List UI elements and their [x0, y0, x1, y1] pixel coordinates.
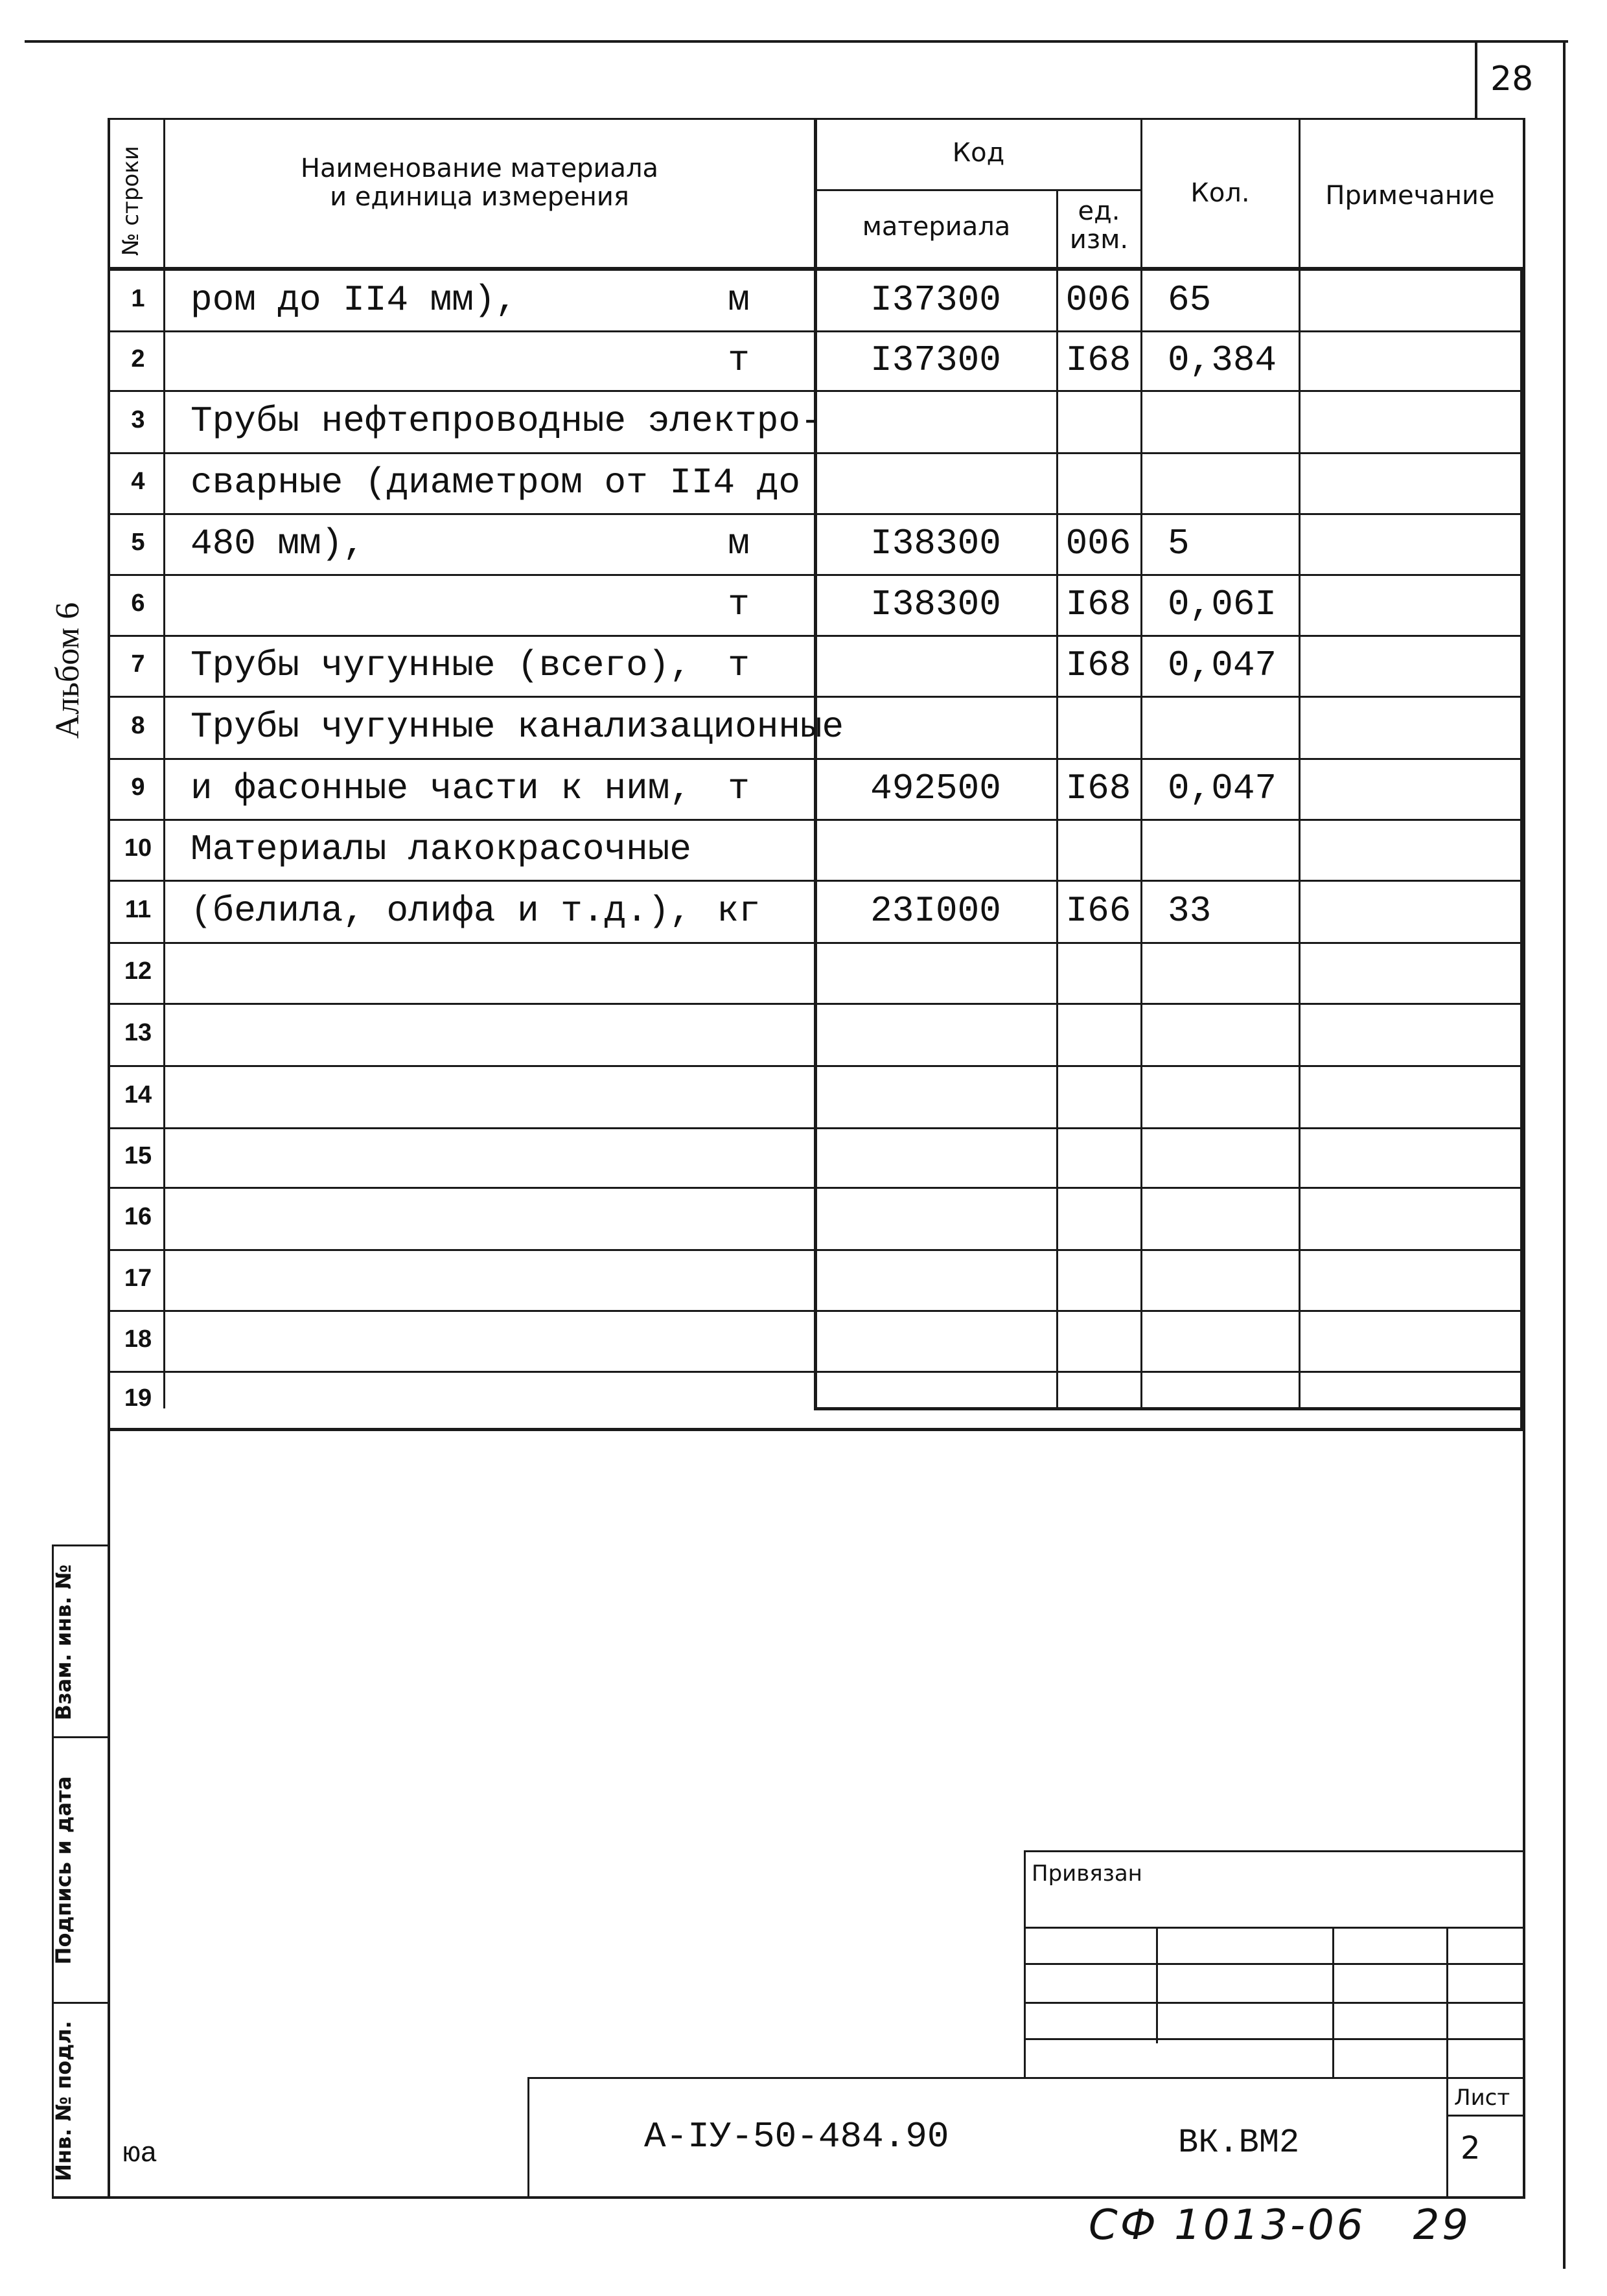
row-number: 2 — [131, 345, 145, 373]
row-separator — [108, 1371, 1523, 1373]
row-text: Трубы нефтепроводные электро- — [191, 400, 822, 442]
row-unit-code: 006 — [1065, 523, 1131, 564]
row-separator — [108, 696, 1523, 698]
row-number: 14 — [124, 1081, 152, 1108]
row-separator — [108, 880, 1523, 882]
tb-col-1 — [1156, 1927, 1158, 2043]
left-note: юа — [123, 2138, 157, 2170]
row-material-code: 23I000 — [870, 890, 1001, 932]
row-text: 480 мм), — [191, 523, 365, 564]
frame-bottom — [52, 2196, 1525, 2199]
row-quantity: 0,384 — [1168, 339, 1277, 381]
row-unit: м — [728, 523, 750, 564]
row-separator — [108, 758, 1523, 760]
page-number: 28 — [1490, 60, 1534, 98]
tb-row-3 — [1024, 2002, 1524, 2004]
row-separator — [108, 1127, 1523, 1129]
top-border — [25, 40, 1568, 43]
row-unit: м — [728, 279, 750, 321]
row-number: 6 — [131, 590, 145, 617]
row-unit: кг — [717, 890, 761, 932]
stamp-sep-2 — [52, 2002, 109, 2004]
row-unit-code: I68 — [1065, 768, 1131, 809]
tb-row-4 — [1024, 2038, 1524, 2040]
row-material-code: I37300 — [870, 279, 1001, 321]
row-number: 13 — [124, 1019, 152, 1046]
right-border — [1563, 40, 1566, 2269]
tb-list-sep — [1446, 2115, 1524, 2117]
row-separator — [108, 635, 1523, 637]
tb-col-2 — [1332, 1927, 1334, 2077]
row-unit-code: 006 — [1065, 279, 1131, 321]
stamp-top — [52, 1544, 109, 1546]
row-separator — [108, 513, 1523, 515]
row-quantity: 0,06I — [1168, 584, 1277, 625]
header-qty: Кол. — [1190, 178, 1250, 208]
row-separator — [108, 819, 1523, 821]
row-text: Трубы чугунные канализационные — [191, 706, 844, 748]
row-number: 5 — [131, 529, 145, 556]
row-unit: т — [728, 339, 750, 381]
row-material-code: 492500 — [870, 768, 1001, 809]
row-number: 4 — [131, 468, 145, 495]
stamp-inv: Инв. № подл. — [51, 2021, 76, 2181]
table-bottom — [108, 1428, 1525, 1431]
tb-privyazan-top — [1024, 1850, 1524, 1852]
rows-end — [814, 1407, 1524, 1410]
row-unit: т — [728, 768, 750, 809]
album-label: Альбом 6 — [49, 602, 86, 739]
doc-code: А-IУ-50-484.90 — [644, 2116, 949, 2157]
row-separator — [108, 1310, 1523, 1312]
footer-note: СФ 1013-06 29 — [1089, 2201, 1471, 2249]
row-number: 9 — [131, 774, 145, 801]
header-note: Примечание — [1325, 181, 1495, 211]
row-separator — [108, 452, 1523, 454]
row-separator — [108, 574, 1523, 576]
row-quantity: 5 — [1168, 523, 1190, 564]
row-number: 3 — [131, 406, 145, 433]
frame-left — [108, 118, 110, 2198]
row-quantity: 33 — [1168, 890, 1212, 932]
row-separator — [108, 1003, 1523, 1005]
row-separator — [108, 390, 1523, 392]
row-unit-code: I68 — [1065, 339, 1131, 381]
row-unit: т — [728, 584, 750, 625]
header-material: материала — [862, 212, 1011, 242]
row-quantity: 0,047 — [1168, 768, 1277, 809]
row-number: 8 — [131, 712, 145, 739]
row-quantity: 0,047 — [1168, 645, 1277, 686]
stamp-vzam: Взам. инв. № — [51, 1564, 76, 1721]
row-quantity: 65 — [1168, 279, 1212, 321]
stamp-sep-1 — [52, 1736, 109, 1738]
stamp-podpis: Подпись и дата — [51, 1776, 76, 1965]
row-separator — [108, 942, 1523, 944]
header-unit: ед. изм. — [1069, 196, 1129, 255]
tb-row-1 — [1024, 1927, 1524, 1929]
table-right-bold — [1520, 267, 1524, 1430]
tb-row-2 — [1024, 1963, 1524, 1965]
row-text: сварные (диаметром от II4 до — [191, 462, 800, 503]
row-number: 16 — [124, 1203, 152, 1230]
row-number: 11 — [124, 896, 152, 923]
row-separator — [108, 1065, 1523, 1067]
row-number: 7 — [131, 650, 145, 678]
privyazan-label: Привязан — [1032, 1861, 1142, 1887]
row-text: Материалы лакокрасочные — [191, 829, 691, 870]
row-unit-code: I68 — [1065, 645, 1131, 686]
row-text: и фасонные части к ним, — [191, 768, 691, 809]
row-material-code: I38300 — [870, 584, 1001, 625]
tb-main-top — [527, 2077, 1524, 2079]
list-number: 2 — [1461, 2130, 1481, 2166]
tb-main-left — [527, 2077, 529, 2199]
row-number: 1 — [131, 285, 145, 312]
header-row-no: № строки — [118, 146, 144, 256]
row-text: Трубы чугунные (всего), — [191, 645, 691, 686]
row-unit-code: I68 — [1065, 584, 1131, 625]
header-name: Наименование материала и единица измерения — [300, 154, 659, 212]
row-text: (белила, олифа и т.д.), — [191, 890, 691, 932]
row-separator — [108, 1249, 1523, 1251]
row-unit: т — [728, 645, 750, 686]
sheet-code: ВК.ВМ2 — [1178, 2124, 1300, 2162]
row-number: 12 — [124, 958, 152, 985]
list-label: Лист — [1454, 2085, 1510, 2111]
code-subheader-line — [814, 189, 1142, 191]
row-number: 18 — [124, 1326, 152, 1353]
row-text: ром до II4 мм), — [191, 279, 518, 321]
row-separator — [108, 330, 1523, 332]
row-number: 19 — [124, 1384, 152, 1412]
row-number: 17 — [124, 1265, 152, 1292]
row-number: 15 — [124, 1142, 152, 1169]
row-material-code: I38300 — [870, 523, 1001, 564]
page-number-box-left — [1475, 40, 1477, 118]
tb-col-3 — [1446, 1927, 1448, 2199]
row-material-code: I37300 — [870, 339, 1001, 381]
row-number: 10 — [124, 834, 152, 862]
row-separator — [108, 1187, 1523, 1189]
header-code: Код — [952, 138, 1005, 168]
row-unit-code: I66 — [1065, 890, 1131, 932]
